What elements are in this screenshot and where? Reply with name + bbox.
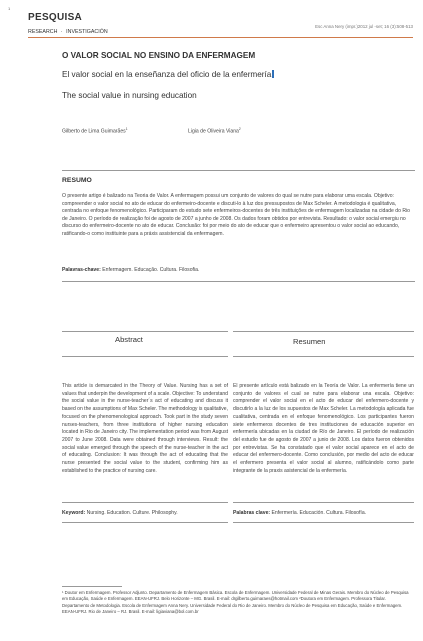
author-1-mark: 1 [125,127,128,131]
section-label-en: RESEARCH [28,29,58,35]
resumo-text: O presente artigo é balizado na Teoria de Valor. A enfermagem possui um conjunto de valores do qual se nutre para elaborar uma escala. Objetivo: compreender o valor social no ato de educar do enfermeiro-docente e discuti-lo à luz dos pressupostos de Max Scheler. A metodologia é qualitativa, centrada no enfoque fenomenológico. Participaram do estudo sete enfermeiros-docentes de três instituições de enfermagem localizadas na cidade do Rio de Janeiro. O período de realização foi de agosto de 2007 a junho de 2008. Os dados foram obtidos por entrevista. Resultado: o valor social emergiu no discurso do enfermeiro-docente no ato de educar. Conclusão: foi por meio do ato de educar que o enfermeiro apresentou o valor social ao educando, ratificando-o como instituinte para a práxis assistencial da enfermagem. [62,193,410,237]
abstract-heading-rule [62,356,228,357]
author-2-name: Ligia de Oliveira Viana [188,128,239,135]
section-subheading [28,29,108,35]
keywords-en-rule [62,522,228,523]
resumen-top-rule [233,331,414,332]
keywords-en [62,510,228,516]
keywords-es-label: Palabras clave: [233,510,271,516]
keywords-es-rule [233,522,414,523]
keywords-en-label: Keyword: [62,510,86,516]
keywords-en-values: Nursing. Education. Culture. Philosophy. [86,510,178,516]
section-separator: · [60,29,63,35]
text-cursor-icon [272,70,274,78]
journal-section-title: PESQUISA [28,12,83,23]
article-title-es [62,70,274,79]
article-title-en: The social value in nursing education [62,91,197,100]
keywords-pt-values: Enfermagem. Educação. Cultura. Filosofia. [102,267,200,273]
author-1 [62,127,128,135]
journal-citation: Esc Anna Nery (impr.)2012 jul -set; 16 (3):508-513 [315,24,413,29]
resumo-bottom-rule [62,281,415,282]
keywords-es-values: Enfermería. Educación. Cultura. Filosofía. [271,510,367,516]
author-1-name: Gilberto de Lima Guimarães [62,128,126,135]
resumo-top-rule [62,170,415,171]
page-marker: 1 [8,6,11,11]
footnote-rule [62,586,122,587]
header-rule [28,37,413,38]
resumen-heading-rule [233,356,414,357]
author-2-mark: 2 [238,127,241,131]
article-title-pt: O VALOR SOCIAL NO ENSINO DA ENFERMAGEM [62,51,256,60]
keywords-es [233,510,414,516]
article-title-es-text: El valor social en la enseñanza del oficio de la enfermería [62,70,272,79]
resumen-heading: Resumen [293,337,326,346]
section-label-es: INVESTIGACIÓN [66,29,108,35]
keywords-pt-label: Palavras-chave: [62,267,101,273]
abstract-top-rule [62,331,228,332]
author-footnote: ¹ Doutor em Enfermagem. Professor Adjunto. Departamento de Enfermagem Básica. Escola de Enfermagem. Universidade Federal de Minas Gerais. Membro do Núcleo de Pesquisa em Educação, Saúde e Enfermagem. EEAN-UFRJ. Belo Horizonte – MG. Brasil. E-mail: drgilberto.guimaraes@hotmail.com ²Doutora em Enfermagem. Professora Titular. Departamento de Metodologia. Escola de Enfermagem Anna Nery. Universidade Federal do Rio de Janeiro. Membro do Núcleo de Pesquisa em Educação, Saúde e Enfermagem. EEAN-UFRJ. Rio de Janeiro – RJ. Brasil. E-mail: ligiaviana@bol.com.br [62,590,409,615]
resumen-text: El presente artículo está balizado en la Teoría de Valor. La enfermería tiene un conjunto de valores el cual se nutre para elaborar una escala. Objetivo: comprender el valor social en el acto de educar del enfermero-docente y discutirlo a la luz de los supuestos de Max Scheler. La metodología aplicada fue cualitativa, centrada en el enfoque fenomenológico. Los participantes fueron siete enfermeros docentes de tres instituciones de educación superior en enfermería ubicadas en la ciudad de Río de Janeiro. El período de realización del estudio fue de agosto de 2007 a junio de 2008. Los datos fueron obtenidos por entrevistas. Se ha constatado que el valor social aparece en el acto de educar del enfermero-docente. Como conclusión, por medio del acto de educar el enfermero presenta el valor social al alumno, ratificándolo como parte integrante de la praxis asistencial de la enfermería. [233,383,414,474]
keywords-pt [62,267,415,273]
author-2 [188,127,241,135]
abstract-bottom-rule [62,502,228,503]
abstract-text: This article is demarcated in the Theory of Value. Nursing has a set of values that underpin the development of a scale. Objective: To understand the social value in the nurse-teacher´s act of educating and discuss it based on the assumptions of Max Scheler. The methodology is qualitative, focused on the phenomenological approach. Took part in the study seven nurses-teachers, from three institutions of higher nursing education located in Rio de Janeiro city. The implementation period was from August 2007 to June 2008. Data were obtained through interviews. Result: the social value emerged through the speech of the nurse-teacher in the act of educating. Conclusion: It was through the act of educating that the nurse presented the social value to the student, confirming him as established to the practice of nursing care. [62,383,228,474]
resumen-bottom-rule [233,502,414,503]
abstract-heading: Abstract [115,335,143,344]
resumo-heading: RESUMO [62,177,92,184]
